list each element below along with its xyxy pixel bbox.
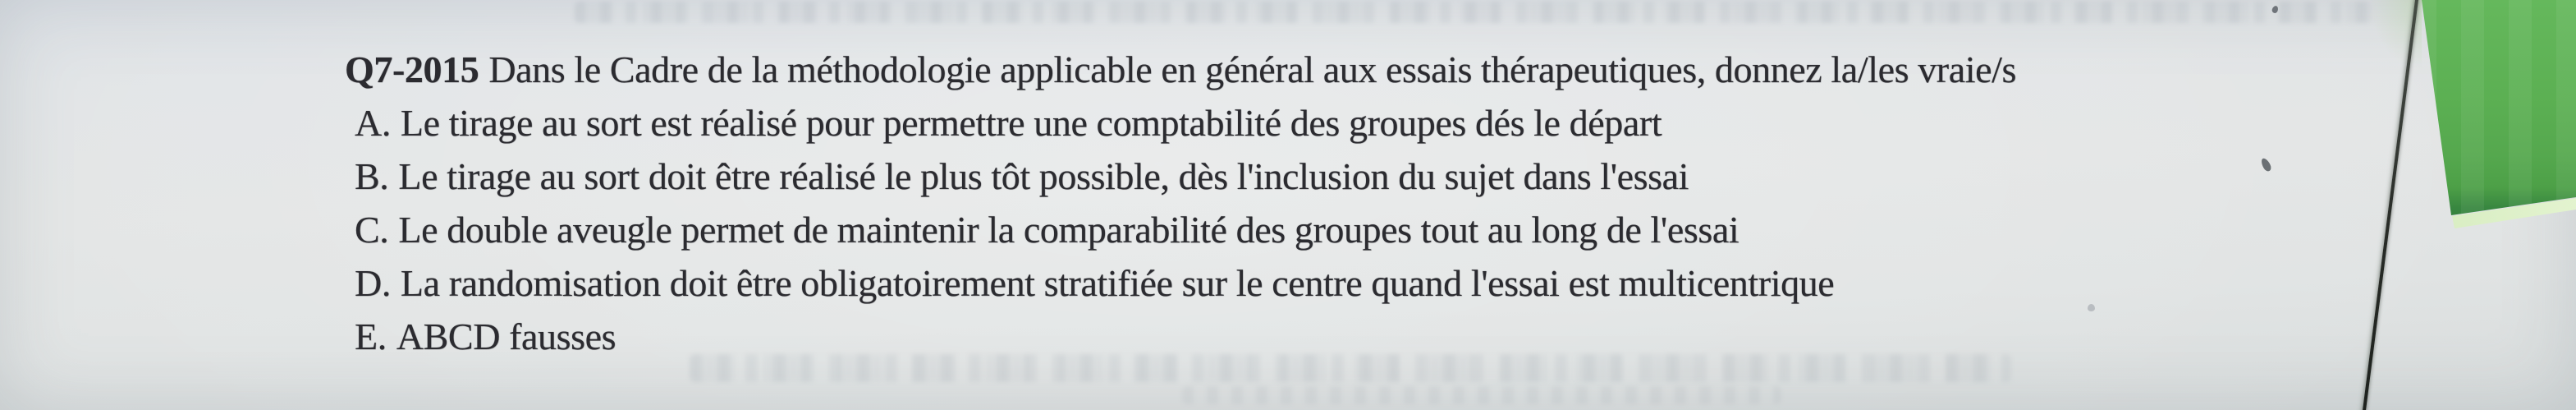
question-text: Dans le Cadre de la méthodologie applicable en général aux essais thérapeutiques, donnez la/les vraie/s	[488, 48, 2017, 90]
option-row-d	[345, 256, 2446, 310]
option-letter-a: A.	[355, 102, 391, 144]
option-letter-d: D.	[355, 262, 391, 304]
option-text-b: Le tirage au sort doit être réalisé le plus tôt possible, dès l'inclusion du sujet dans l'essai	[398, 155, 1689, 197]
option-letter-e: E.	[355, 316, 387, 357]
option-row-a	[345, 96, 2446, 150]
paper-speck-dot	[2271, 5, 2280, 14]
option-text-d: La randomisation doit être obligatoirement stratifiée sur le centre quand l'essai est multicentrique	[400, 262, 1835, 304]
option-row-c	[345, 203, 2446, 256]
option-letter-b: B.	[355, 155, 389, 197]
question-line	[345, 43, 2446, 96]
option-text-c: Le double aveugle permet de maintenir la comparabilité des groupes tout au long de l'essai	[398, 209, 1739, 251]
question-id: Q7-2015	[345, 48, 479, 90]
bleed-through-text-top	[575, 2, 2372, 23]
option-row-b	[345, 150, 2446, 203]
option-text-a: Le tirage au sort est réalisé pour permettre une comptabilité des groupes dés le départ	[400, 102, 1662, 144]
option-letter-c: C.	[355, 209, 389, 251]
question-block	[345, 43, 2446, 363]
option-text-e: ABCD fausses	[396, 316, 616, 357]
paper-speck-faint	[2088, 304, 2095, 311]
option-row-e	[345, 310, 2446, 363]
bleed-through-text-bottom-2	[1182, 386, 1781, 404]
